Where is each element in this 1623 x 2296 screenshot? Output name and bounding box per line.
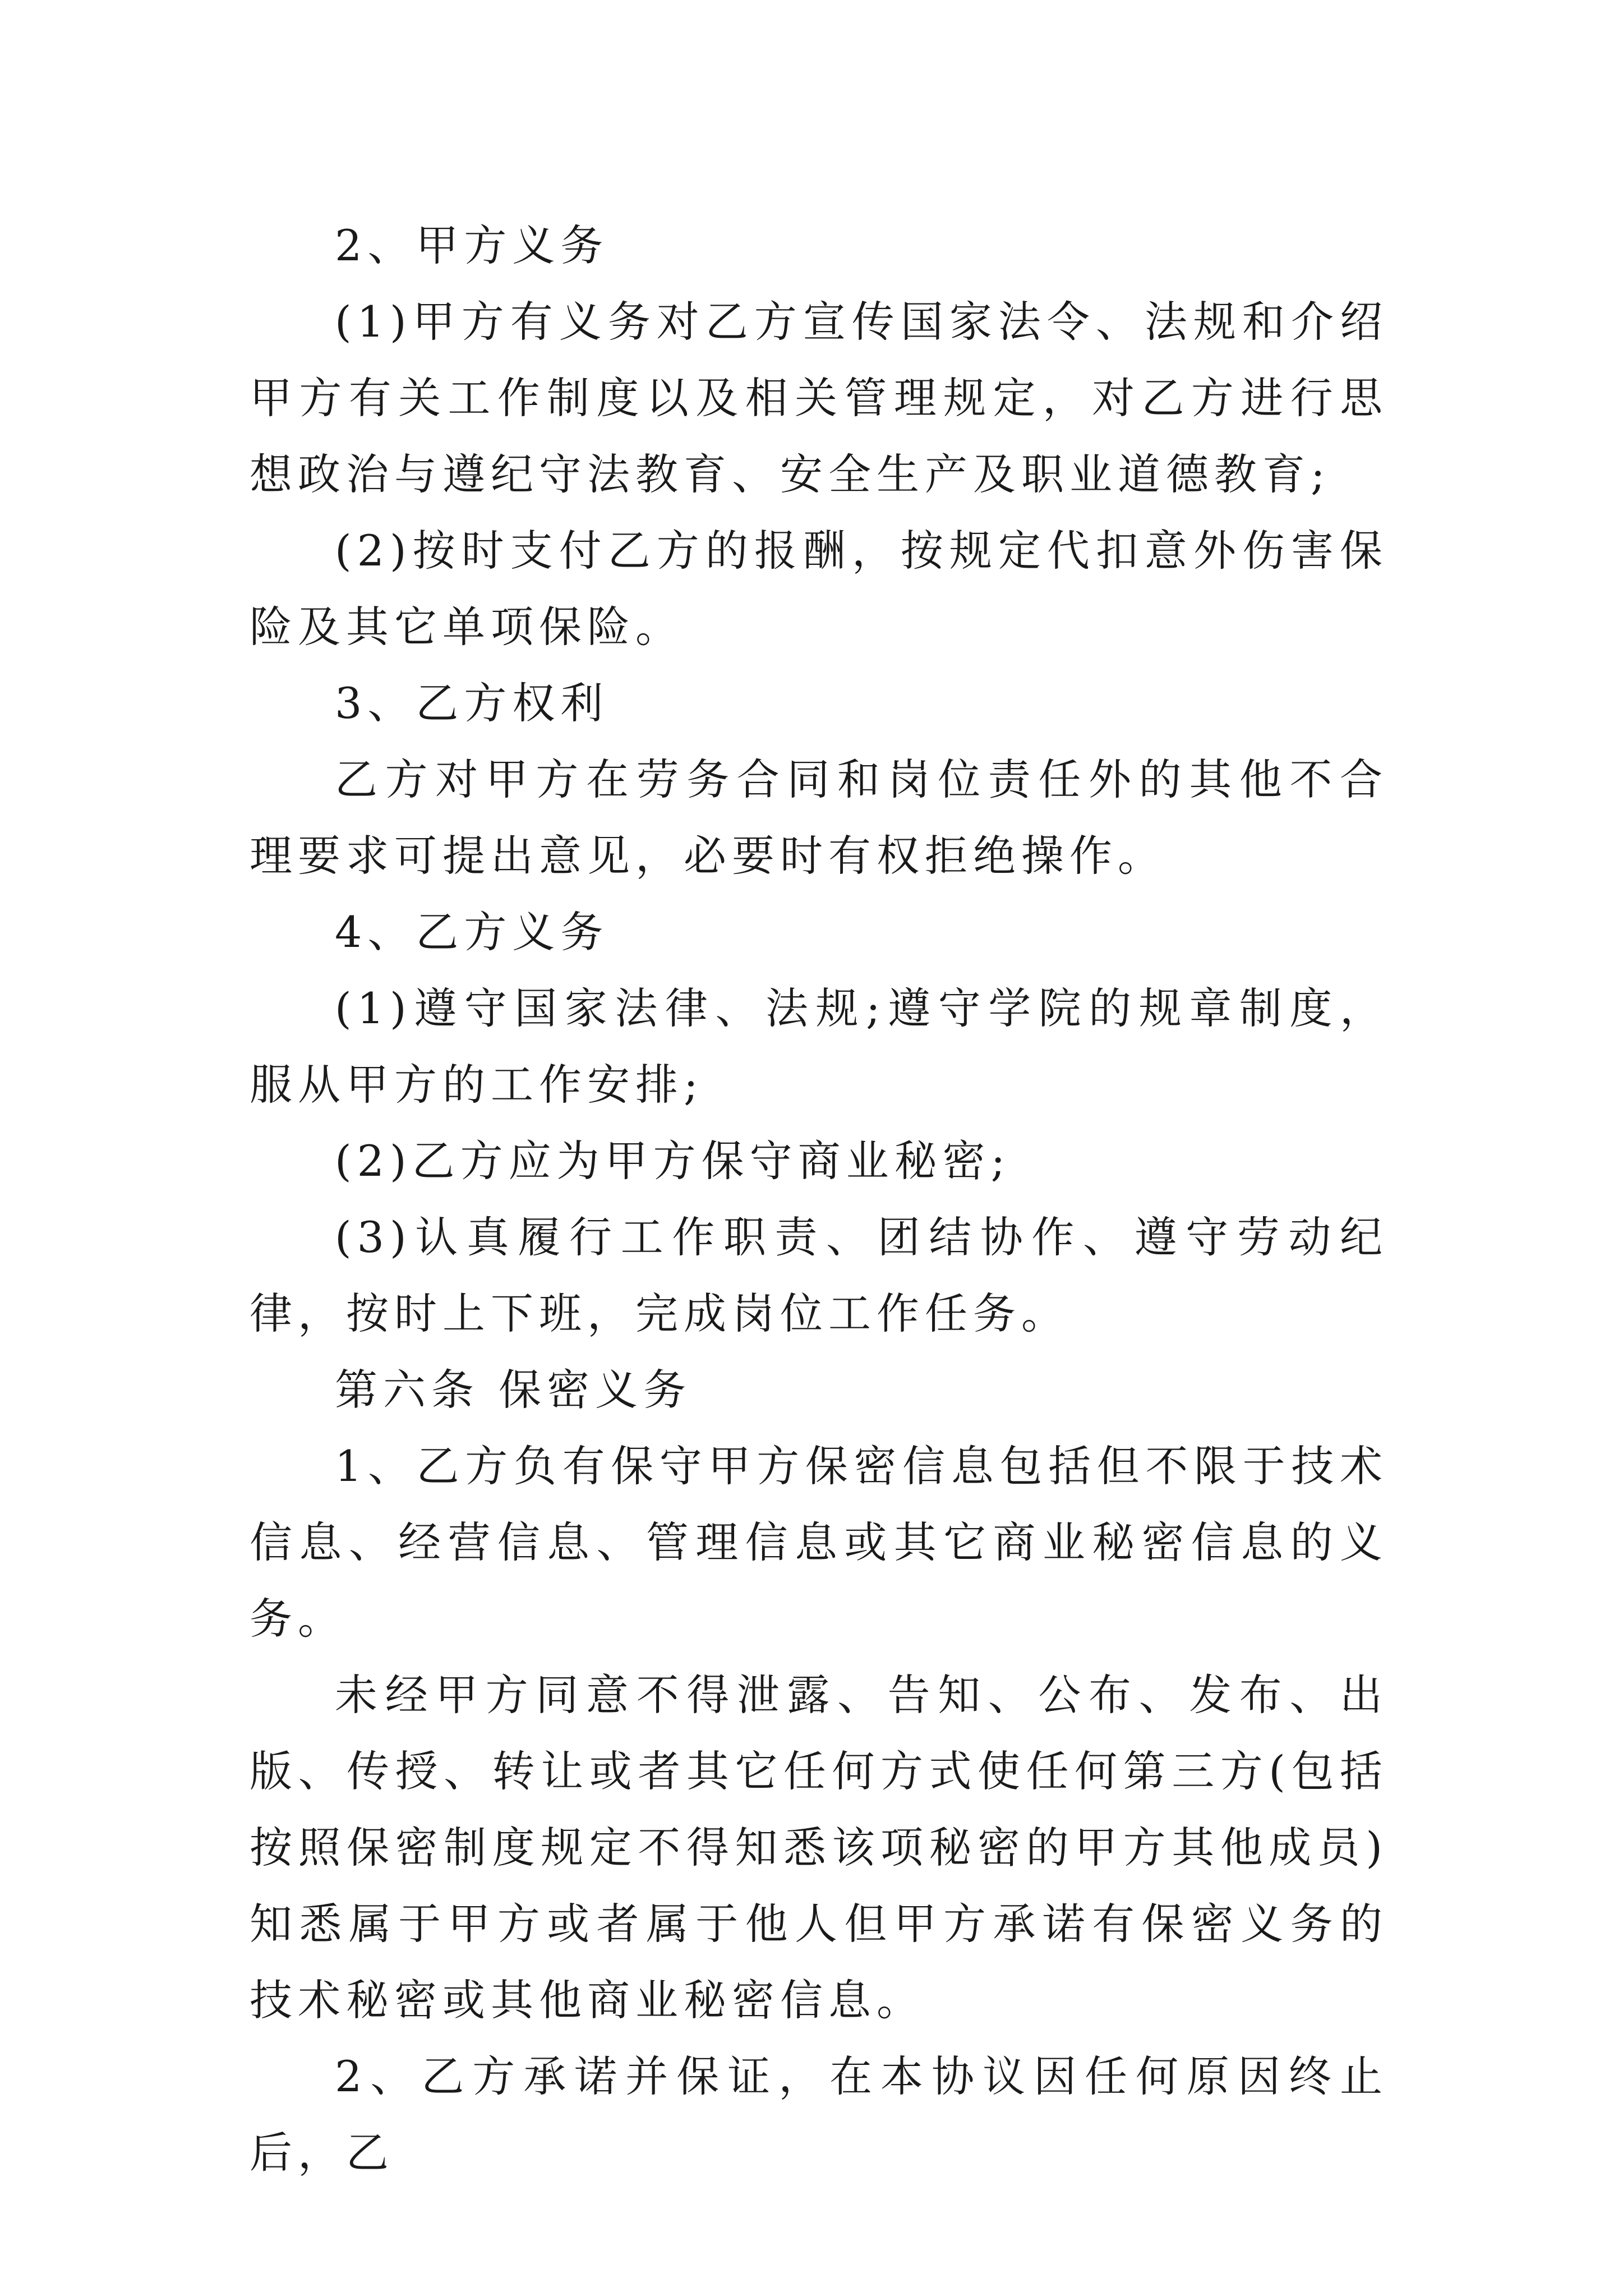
paragraph: 未经甲方同意不得泄露、告知、公布、发布、出版、传授、转让或者其它任何方式使任何第三方(包括按照保密制度规定不得知悉该项秘密的甲方其他成员)知悉属于甲方或者属于他人但甲方承诺有保密义务的技术秘密或其他商业秘密信息。 (250, 1670, 1388, 2025)
section-heading-party-b-obligations: 4、乙方义务 (335, 907, 609, 957)
article-heading-confidentiality: 第六条 保密义务 (335, 1365, 692, 1415)
body-text (250, 208, 1388, 2191)
section-heading-party-b-rights: 3、乙方权利 (335, 678, 609, 728)
paragraph: (1)遵守国家法律、法规;遵守学院的规章制度，服从甲方的工作安排; (250, 983, 1388, 1110)
paragraph: 2、乙方承诺并保证，在本协议因任何原因终止后，乙 (250, 2051, 1388, 2178)
paragraph: (2)按时支付乙方的报酬，按规定代扣意外伤害保险及其它单项保险。 (250, 526, 1388, 652)
paragraph: 乙方对甲方在劳务合同和岗位责任外的其他不合理要求可提出意见，必要时有权拒绝操作。 (250, 754, 1388, 881)
paragraph: (2)乙方应为甲方保守商业秘密; (335, 1136, 1011, 1186)
section-heading-party-a-obligations: 2、甲方义务 (335, 220, 609, 270)
paragraph: 1、乙方负有保守甲方保密信息包括但不限于技术信息、经营信息、管理信息或其它商业秘密信息的义务。 (250, 1441, 1388, 1644)
paragraph: (3)认真履行工作职责、团结协作、遵守劳动纪律，按时上下班，完成岗位工作任务。 (250, 1212, 1388, 1338)
paragraph: (1)甲方有义务对乙方宣传国家法令、法规和介绍甲方有关工作制度以及相关管理规定，对乙方进行思想政治与遵纪守法教育、安全生产及职业道德教育; (250, 297, 1388, 499)
